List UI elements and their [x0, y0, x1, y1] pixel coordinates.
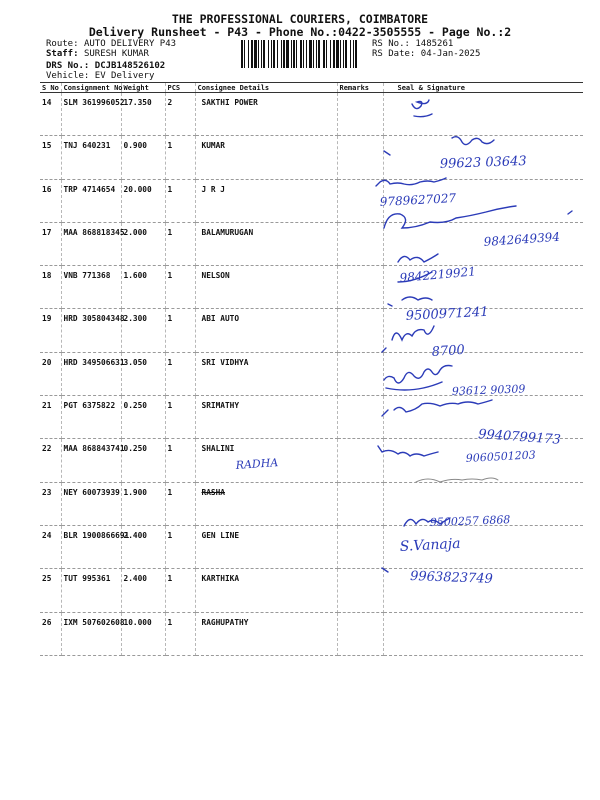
consignment-no-text: HRD 305804348: [63, 314, 125, 324]
sno-text: 22: [42, 444, 52, 454]
weight-text: 2.400: [123, 530, 147, 540]
consignee-text: J R J: [201, 184, 225, 194]
pcs-text: 1: [167, 184, 173, 194]
cell-remarks: [337, 352, 383, 395]
runsheet-table: [40, 82, 583, 656]
cell-signature: [383, 136, 583, 179]
cell-pcs: [165, 525, 195, 568]
consignee-text: RASHA: [201, 487, 225, 497]
cell-signature: [383, 612, 583, 655]
pcs-text: 1: [167, 487, 173, 497]
cell-remarks: [337, 136, 383, 179]
table-row: [40, 525, 583, 568]
cell-sno: [40, 93, 61, 136]
cell-remarks: [337, 525, 383, 568]
cell-consignee: [195, 179, 337, 222]
cell-weight: [121, 179, 165, 222]
cell-weight: [121, 396, 165, 439]
company-name: THE PROFESSIONAL COURIERS, COIMBATORE: [171, 12, 429, 26]
cell-pcs: [165, 396, 195, 439]
cell-remarks: [337, 439, 383, 482]
cell-consignee: [195, 569, 337, 612]
handwritten-phone-20: 8700: [431, 342, 466, 360]
drs-value: DCJB148526102: [94, 61, 166, 71]
cell-sno: [40, 396, 61, 439]
cell-signature: [383, 439, 583, 482]
cell-pcs: [165, 612, 195, 655]
cell-pcs: [165, 569, 195, 612]
consignment-no-text: IXM 507602608: [63, 617, 125, 627]
sno-text: 19: [42, 314, 52, 324]
weight-text: 20.000: [123, 184, 152, 194]
sno-text: 15: [42, 141, 52, 151]
cell-sno: [40, 352, 61, 395]
consignment-no-text: TNJ 640231: [63, 141, 111, 151]
table-row: [40, 612, 583, 655]
handwritten-phone-26: 9963823749: [409, 569, 494, 587]
cell-consignee: [195, 396, 337, 439]
cell-consignee: [195, 439, 337, 482]
sno-text: 25: [42, 574, 52, 584]
cell-consignment-no: [61, 569, 121, 612]
consignee-text: KUMAR: [201, 141, 225, 151]
col-header-remarks: Remarks: [337, 83, 383, 93]
weight-text: 1.900: [123, 487, 147, 497]
cell-weight: [121, 136, 165, 179]
consignee-text: KARTHIKA: [201, 574, 240, 584]
weight-text: 2.400: [123, 574, 147, 584]
cell-sno: [40, 569, 61, 612]
cell-consignment-no: [61, 612, 125, 655]
cell-sno: [40, 482, 61, 525]
route-line: [46, 39, 176, 49]
col-header-sno: S No: [40, 83, 61, 93]
cell-signature: [383, 93, 583, 136]
weight-text: 1.600: [123, 271, 147, 281]
handwritten-correction-23: RADHA: [235, 456, 279, 472]
table-row: [40, 569, 583, 612]
rs-date-value: 04-Jan-2025: [420, 49, 481, 59]
cell-remarks: [337, 93, 383, 136]
cell-signature: [383, 396, 583, 439]
cell-signature: [383, 309, 583, 352]
cell-weight: [121, 569, 165, 612]
cell-remarks: [337, 569, 383, 612]
col-header-signature: Seal & Signature: [383, 83, 583, 93]
cell-pcs: [165, 222, 195, 265]
table-row: [40, 439, 583, 482]
cell-signature: [383, 222, 583, 265]
cell-consignee: [195, 93, 337, 136]
pcs-text: 1: [167, 574, 173, 584]
runsheet-subtitle: Delivery Runsheet - P43 - Phone No.:0422-3505555 - Page No.:2: [88, 25, 512, 39]
cell-consignment-no: [61, 136, 121, 179]
consignee-text: SHALINI: [201, 444, 235, 454]
vehicle-value: EV Delivery: [94, 71, 155, 81]
pcs-text: 1: [167, 141, 173, 151]
cell-consignment-no: [61, 352, 125, 395]
handwritten-phone-16: 9789627027: [379, 191, 457, 209]
cell-pcs: [165, 136, 195, 179]
weight-text: 17.350: [123, 98, 152, 107]
pcs-text: 1: [167, 530, 173, 540]
drs-line: [46, 61, 165, 71]
consignment-no-text: PGT 6375822: [63, 401, 116, 411]
cell-pcs: [165, 266, 195, 309]
vehicle-label: Vehicle:: [46, 71, 90, 81]
cell-signature: [383, 569, 583, 612]
table-row: [40, 222, 583, 265]
table-row: [40, 352, 583, 395]
cell-sno: [40, 309, 61, 352]
staff-label: Staff:: [46, 49, 79, 59]
vehicle-line: [46, 71, 154, 81]
weight-text: 0.900: [123, 141, 147, 151]
cell-sno: [40, 222, 61, 265]
staff-line: [46, 49, 149, 59]
col-header-pcs: PCS: [165, 83, 195, 93]
pcs-text: 1: [167, 444, 173, 454]
table-row: [40, 309, 583, 352]
handwritten-phone-18: 9842219921: [399, 264, 477, 285]
cell-signature: [383, 179, 583, 222]
cell-consignment-no: [61, 309, 125, 352]
consignment-no-text: MAA 868843741: [63, 444, 125, 454]
handwritten-phone-21: 93612 90309: [451, 382, 526, 398]
consignee-text: SRIMATHY: [201, 401, 240, 411]
route-label: Route:: [46, 39, 79, 49]
cell-pcs: [165, 309, 195, 352]
cell-remarks: [337, 266, 383, 309]
sno-text: 20: [42, 357, 52, 367]
handwritten-phone-23: 9060501203: [465, 448, 537, 465]
cell-pcs: [165, 179, 195, 222]
cell-consignment-no: [61, 266, 121, 309]
consignment-no-text: HRD 349506631: [63, 357, 125, 367]
consignment-no-text: VNB 771368: [63, 271, 111, 281]
handwritten-phone-19: 9500971241: [405, 304, 489, 324]
consignment-no-text: BLR 1900866691: [63, 530, 130, 540]
cell-signature: [383, 352, 583, 395]
cell-consignment-no: [61, 439, 125, 482]
pcs-text: 1: [167, 271, 173, 281]
handwritten-name-26: S.Vanaja: [399, 535, 461, 555]
sno-text: 18: [42, 271, 52, 281]
rs-no-line: [372, 39, 453, 49]
cell-weight: [121, 482, 165, 525]
consignee-text: NELSON: [201, 271, 230, 281]
cell-weight: [121, 525, 165, 568]
cell-remarks: [337, 482, 383, 525]
cell-pcs: [165, 482, 195, 525]
cell-consignee: [195, 266, 337, 309]
consignment-no-text: TUT 995361: [63, 574, 111, 584]
cell-sno: [40, 525, 61, 568]
sno-text: 24: [42, 530, 52, 540]
cell-signature: [383, 266, 583, 309]
cell-consignee: [195, 352, 337, 395]
cell-sno: [40, 612, 61, 655]
cell-consignee: [195, 309, 337, 352]
rs-no-value: 1485261: [415, 39, 454, 49]
cell-weight: [121, 93, 165, 136]
pcs-text: 1: [167, 357, 173, 367]
pcs-text: 2: [167, 98, 173, 107]
table-row: [40, 136, 583, 179]
col-header-weight: Weight: [121, 83, 165, 93]
table-row: [40, 396, 583, 439]
barcode: [241, 40, 359, 68]
handwritten-phone-25: 9500257 6868: [429, 513, 511, 529]
cell-consignee: [195, 222, 337, 265]
cell-pcs: [165, 439, 195, 482]
cell-sno: [40, 439, 61, 482]
table-row: [40, 179, 583, 222]
cell-pcs: [165, 352, 195, 395]
rs-date-label: RS Date:: [372, 49, 416, 59]
sno-text: 23: [42, 487, 52, 497]
cell-consignee: [195, 612, 337, 655]
rs-date-line: [372, 49, 480, 59]
cell-consignee: [195, 482, 337, 525]
table-row: [40, 93, 583, 136]
cell-consignee: [195, 136, 337, 179]
cell-sno: [40, 136, 61, 179]
col-header-consignee: Consignee Details: [195, 83, 337, 93]
route-value: AUTO DELIVERY P43: [83, 39, 177, 49]
consignee-text: RAGHUPATHY: [201, 617, 249, 627]
cell-sno: [40, 179, 61, 222]
col-header-consignment: Consignment No: [61, 83, 121, 93]
cell-consignment-no: [61, 179, 121, 222]
weight-text: 2.300: [123, 314, 147, 324]
table-row: [40, 482, 583, 525]
sno-text: 26: [42, 617, 52, 627]
sno-text: 14: [42, 98, 52, 107]
cell-consignment-no: [61, 525, 130, 568]
pcs-text: 1: [167, 314, 173, 324]
handwritten-phone-15: 99623 03643: [439, 153, 527, 172]
cell-weight: [121, 309, 165, 352]
drs-label: DRS No.:: [46, 61, 90, 71]
table-row: [40, 266, 583, 309]
staff-value: SURESH KUMAR: [83, 49, 149, 59]
weight-text: 3.050: [123, 357, 147, 367]
cell-signature: [383, 482, 583, 525]
sno-text: 16: [42, 184, 52, 194]
consignee-text: SRI VIDHYA: [201, 357, 249, 367]
cell-remarks: [337, 612, 383, 655]
pcs-text: 1: [167, 617, 173, 627]
cell-weight: [121, 612, 165, 655]
cell-consignment-no: [61, 396, 121, 439]
cell-weight: [121, 439, 165, 482]
weight-text: 0.250: [123, 444, 147, 454]
table-header-row: [40, 83, 583, 93]
pcs-text: 1: [167, 227, 173, 237]
cell-remarks: [337, 179, 383, 222]
cell-consignment-no: [61, 482, 121, 525]
cell-weight: [121, 266, 165, 309]
consignee-text: BALAMURUGAN: [201, 227, 254, 237]
cell-consignment-no: [61, 93, 125, 136]
cell-remarks: [337, 309, 383, 352]
consignment-no-text: TRP 4714654: [63, 184, 116, 194]
rs-no-label: RS No.:: [372, 39, 410, 49]
cell-remarks: [337, 222, 383, 265]
sno-text: 21: [42, 401, 52, 411]
consignment-no-text: MAA 868818345: [63, 227, 125, 237]
cell-consignee: [195, 525, 337, 568]
weight-text: 10.000: [123, 617, 152, 627]
consignee-text: SAKTHI POWER: [201, 98, 258, 107]
cell-remarks: [337, 396, 383, 439]
handwritten-phone-22: 9940799173: [477, 427, 562, 448]
consignee-text: GEN LINE: [201, 530, 240, 540]
consignment-no-text: SLM 361996052: [63, 98, 125, 107]
consignee-text: ABI AUTO: [201, 314, 240, 324]
cell-weight: [121, 222, 165, 265]
sno-text: 17: [42, 227, 52, 237]
cell-consignment-no: [61, 222, 125, 265]
cell-pcs: [165, 93, 195, 136]
cell-weight: [121, 352, 165, 395]
weight-text: 2.000: [123, 227, 147, 237]
pcs-text: 1: [167, 401, 173, 411]
handwritten-phone-17: 9842649394: [483, 229, 561, 249]
cell-sno: [40, 266, 61, 309]
consignment-no-text: NEY 60073939: [63, 487, 120, 497]
weight-text: 0.250: [123, 401, 147, 411]
cell-signature: [383, 525, 583, 568]
